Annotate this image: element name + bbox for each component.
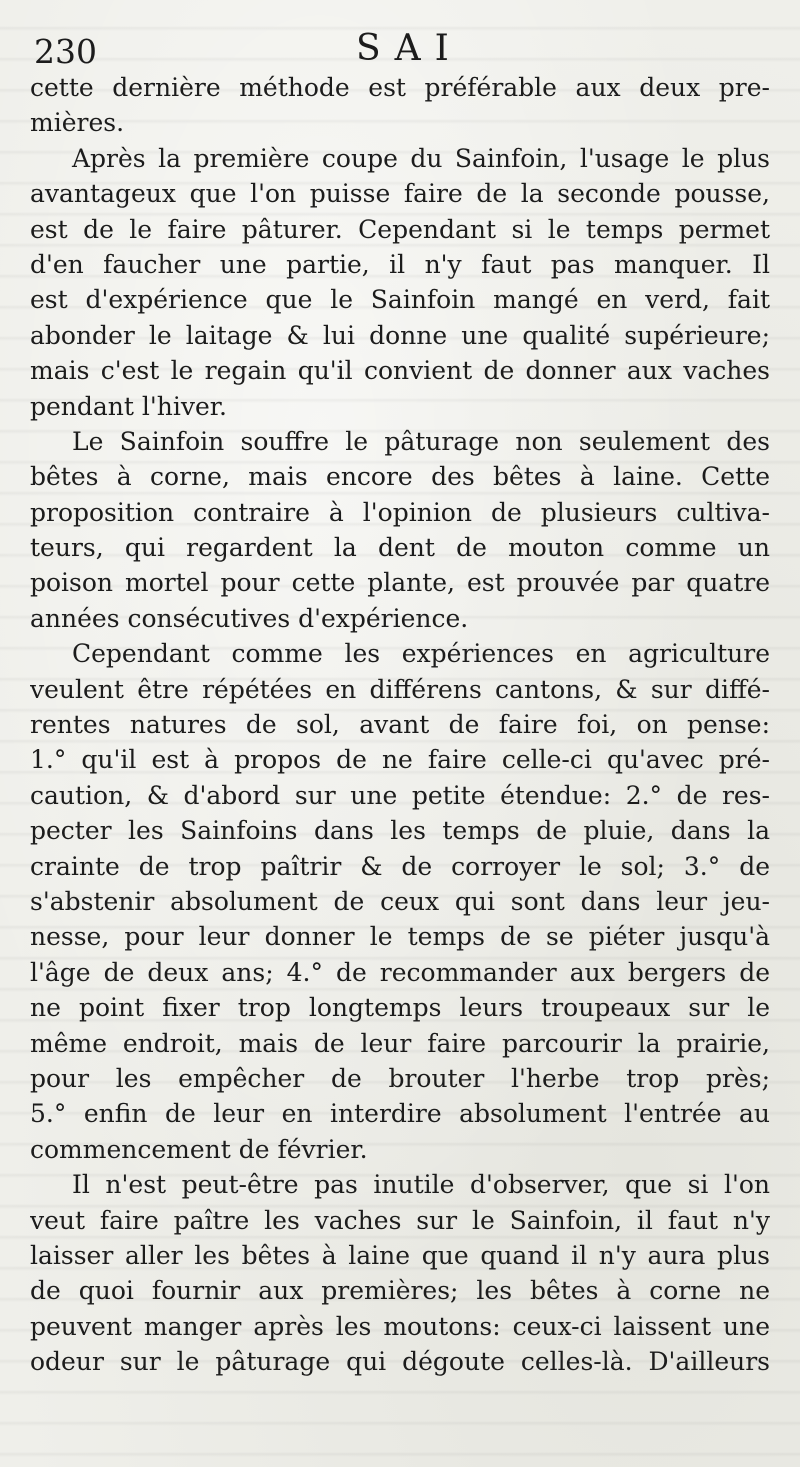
text-line: avantageux que l'on puisse faire de la seconde pousse,: [30, 179, 770, 209]
text-line: même endroit, mais de leur faire parcourir la prairie,: [30, 1028, 770, 1058]
text-line: de quoi fournir aux premières; les bêtes à corne ne: [30, 1276, 770, 1306]
text-line: Cependant comme les expériences en agriculture: [72, 639, 770, 669]
text-line: années consécutives d'expérience.: [30, 603, 469, 633]
page-header: [0, 28, 800, 74]
text-line: caution, & d'abord sur une petite étendue: 2.° de res-: [30, 780, 770, 810]
text-line: rentes natures de sol, avant de faire foi, on pense:: [30, 710, 770, 740]
text-line: est de le faire pâturer. Cependant si le temps permet: [30, 214, 770, 244]
text-line: cette dernière méthode est préférable aux deux pre-: [30, 73, 770, 102]
text-line: teurs, qui regardent la dent de mouton comme un: [30, 533, 770, 563]
body-text: [30, 70, 770, 1379]
running-head: SAI: [356, 28, 463, 69]
text-line: pour les empêcher de brouter l'herbe trop près;: [30, 1063, 770, 1093]
text-line: commencement de février.: [30, 1134, 368, 1164]
text-line: pendant l'hiver.: [30, 391, 227, 421]
text-line: poison mortel pour cette plante, est prouvée par quatre: [30, 568, 770, 598]
text-line: 1.° qu'il est à propos de ne faire celle-ci qu'avec pré-: [30, 745, 770, 775]
text-line: est d'expérience que le Sainfoin mangé en verd, fait: [30, 285, 770, 315]
text-line: Il n'est peut-être pas inutile d'observer, que si l'on: [72, 1170, 770, 1200]
text-line: mais c'est le regain qu'il convient de donner aux vaches: [30, 356, 770, 386]
text-line: ne point fixer trop longtemps leurs troupeaux sur le: [30, 993, 770, 1023]
text-line: veut faire paître les vaches sur le Sainfoin, il faut n'y: [30, 1205, 770, 1235]
text-line: d'en faucher une partie, il n'y faut pas manquer. Il: [30, 249, 770, 279]
text-line: Le Sainfoin souffre le pâturage non seulement des: [72, 426, 770, 456]
page-number: 230: [34, 32, 97, 71]
text-line: crainte de trop paîtrir & de corroyer le sol; 3.° de: [30, 851, 770, 881]
text-line: 5.° enfin de leur en interdire absolument l'entrée au: [30, 1099, 770, 1129]
text-line: laisser aller les bêtes à laine que quand il n'y aura plus: [30, 1240, 770, 1270]
text-line: mières.: [30, 108, 125, 138]
text-line: veulent être répétées en différens cantons, & sur diffé-: [30, 674, 770, 704]
text-line: pecter les Sainfoins dans les temps de pluie, dans la: [30, 816, 770, 846]
text-line: odeur sur le pâturage qui dégoute celles-là. D'ailleurs: [30, 1347, 770, 1377]
text-line: l'âge de deux ans; 4.° de recommander aux bergers de: [30, 957, 770, 987]
text-line: peuvent manger après les moutons: ceux-ci laissent une: [30, 1311, 770, 1341]
text-line: abonder le laitage & lui donne une qualité supérieure;: [30, 320, 770, 350]
text-line: Après la première coupe du Sainfoin, l'usage le plus: [72, 143, 770, 173]
text-line: s'abstenir absolument de ceux qui sont dans leur jeu-: [30, 886, 770, 916]
text-line: nesse, pour leur donner le temps de se piéter jusqu'à: [30, 922, 770, 952]
text-line: proposition contraire à l'opinion de plusieurs cultiva-: [30, 497, 770, 527]
text-line: bêtes à corne, mais encore des bêtes à laine. Cette: [30, 462, 770, 492]
